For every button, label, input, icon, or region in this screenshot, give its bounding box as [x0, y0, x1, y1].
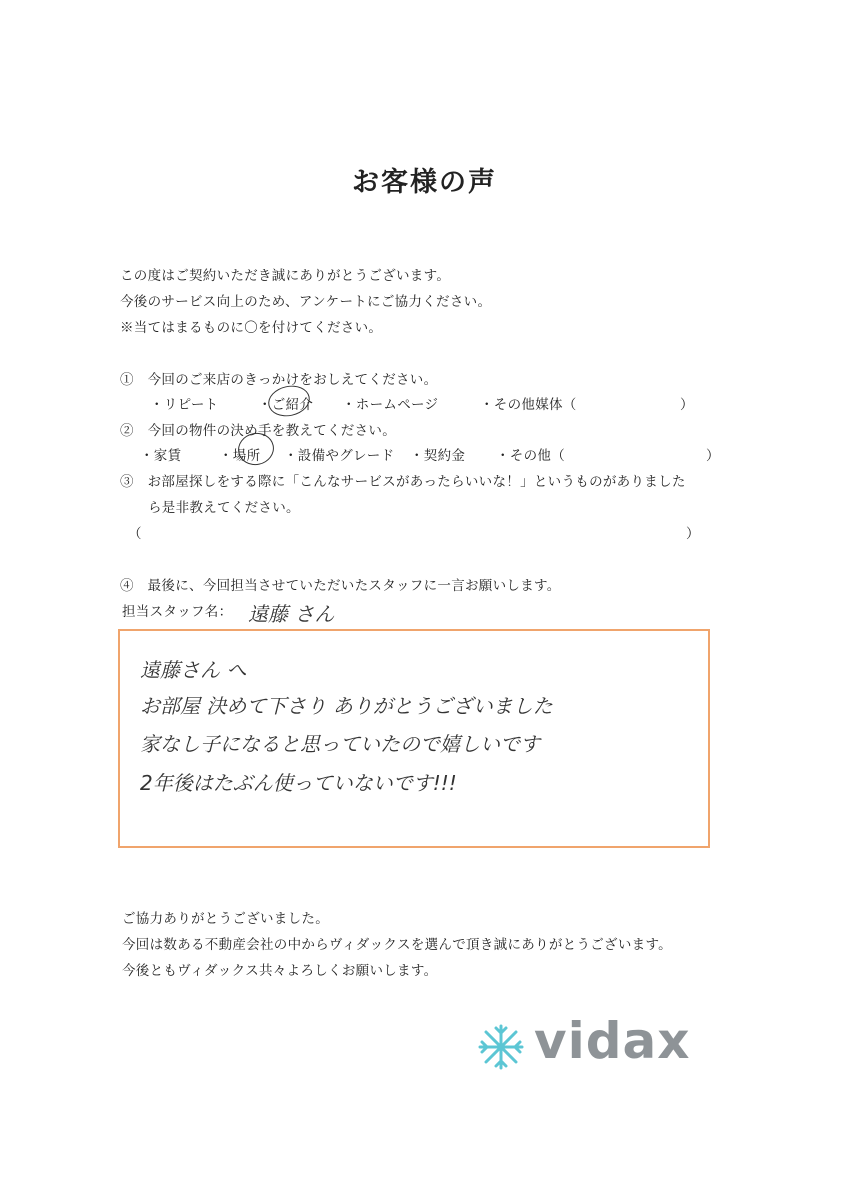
q1-paren-close: ） — [680, 397, 694, 413]
intro-line-3: ※当てはまるものに〇を付けてください。 — [120, 320, 383, 336]
q2-option-other: ・その他（ — [496, 448, 565, 464]
question-3-label-line-2: ら是非教えてください。 — [148, 500, 300, 516]
q2-paren-close: ） — [706, 448, 720, 464]
question-2-label: ② 今回の物件の決め手を教えてください。 — [120, 423, 396, 439]
q3-paren-close: ） — [686, 526, 700, 542]
question-4-label: ④ 最後に、今回担当させていただいたスタッフに一言お願いします。 — [120, 578, 561, 594]
page-title: お客様の声 — [352, 167, 497, 198]
vidax-logo — [476, 1010, 716, 1080]
q1-option-homepage: ・ホームページ — [342, 397, 439, 413]
intro-line-1: この度はご契約いただき誠にありがとうございます。 — [120, 268, 451, 284]
closing-line-2: 今回は数ある不動産会社の中からヴィダックスを選んで頂き誠にありがとうございます。 — [122, 937, 672, 953]
q1-option-other-media: ・その他媒体（ — [480, 397, 577, 413]
question-3-label-line-1: ③ お部屋探しをする際に「こんなサービスがあったらいいな！」というものがありました — [120, 474, 686, 490]
intro-line-2: 今後のサービス向上のため、アンケートにご協力ください。 — [120, 294, 492, 310]
message-line-3: 家なし子になると思っていたので嬉しいです — [140, 732, 540, 756]
staff-name-handwritten: 遠藤 さん — [248, 602, 335, 626]
q2-option-rent: ・家賃 — [140, 448, 182, 464]
message-line-4: 2年後はたぶん使っていないです!!! — [140, 771, 457, 795]
q1-option-repeat: ・リピート — [150, 397, 219, 413]
q3-paren-open: （ — [128, 526, 142, 542]
q2-option-facilities: ・設備やグレード — [284, 448, 395, 464]
question-1-label: ① 今回のご来店のきっかけをおしえてください。 — [120, 372, 438, 388]
message-line-2: お部屋 決めて下さり ありがとうございました — [140, 694, 553, 718]
staff-name-label: 担当スタッフ名： — [122, 604, 233, 620]
snowflake-icon — [476, 1022, 526, 1072]
closing-line-1: ご協力ありがとうございました。 — [122, 911, 329, 927]
message-line-1: 遠藤さん へ — [140, 658, 247, 682]
closing-line-3: 今後ともヴィダックス共々よろしくお願いします。 — [122, 963, 438, 979]
vidax-logo-text: vidax — [534, 1012, 691, 1070]
q2-option-deposit: ・契約金 — [410, 448, 466, 464]
q2-option-location: ・場所 — [219, 448, 261, 464]
q1-option-referral: ・ご紹介 — [258, 397, 314, 413]
